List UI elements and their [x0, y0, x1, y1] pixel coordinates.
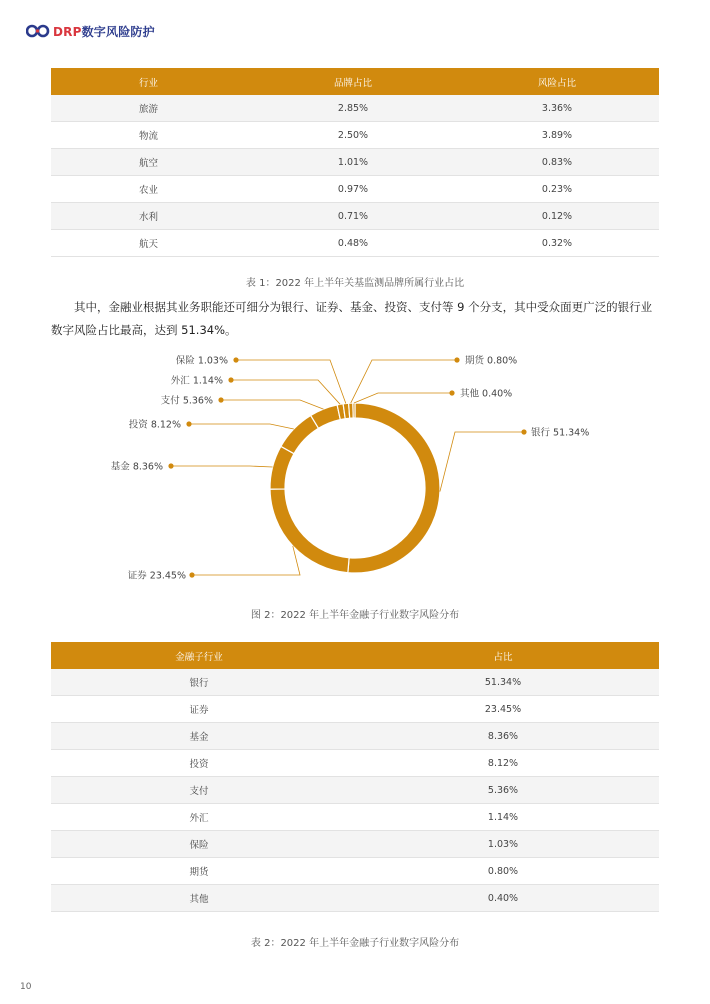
- leader-line-证券: [192, 546, 300, 575]
- table-row: [51, 95, 659, 122]
- cell-industry: 航天: [51, 230, 251, 257]
- cell-subindustry: 外汇: [51, 804, 347, 831]
- cell-industry: 农业: [51, 176, 251, 203]
- table-row: [51, 230, 659, 257]
- table-row: [51, 750, 659, 777]
- cell-share: 51.34%: [347, 669, 659, 696]
- leader-line-银行: [440, 432, 524, 492]
- cell-risk-share: 3.89%: [455, 122, 659, 149]
- cell-subindustry: 银行: [51, 669, 347, 696]
- cell-industry: 水利: [51, 203, 251, 230]
- table-row: [51, 885, 659, 912]
- cell-share: 5.36%: [347, 777, 659, 804]
- table-row: [51, 831, 659, 858]
- cell-industry: 航空: [51, 149, 251, 176]
- slice-label-外汇: 外汇 1.14%: [170, 375, 223, 387]
- cell-brand-share: 0.97%: [251, 176, 455, 203]
- cell-subindustry: 证券: [51, 696, 347, 723]
- table1-caption: 表 1：2022 年上半年关基监测品牌所属行业占比: [245, 278, 465, 289]
- cell-subindustry: 期货: [51, 858, 347, 885]
- table-row: [51, 777, 659, 804]
- cell-share: 1.03%: [347, 831, 659, 858]
- slice-label-证券: 证券 23.45%: [127, 570, 186, 582]
- slice-label-投资: 投资 8.12%: [128, 419, 181, 431]
- page-number: 10: [20, 982, 32, 992]
- finance-subindustry-table: [51, 642, 659, 912]
- logo: [26, 22, 155, 40]
- table-row: [51, 149, 659, 176]
- finance-risk-donut-chart: [0, 345, 710, 595]
- body-paragraph: 其中，金融业根据其业务职能还可细分为银行、证券、基金、投资、支付等 9 个分支，其中受众面更广泛的银行业数字风险占比最高，达到 51.34%。: [51, 300, 653, 337]
- cell-share: 0.40%: [347, 885, 659, 912]
- table2-caption: 表 2：2022 年上半年金融子行业数字风险分布: [250, 938, 460, 949]
- drp-logo-icon: [26, 24, 50, 38]
- leader-line-基金: [171, 466, 273, 467]
- cell-brand-share: 0.71%: [251, 203, 455, 230]
- cell-risk-share: 0.12%: [455, 203, 659, 230]
- leader-line-支付: [221, 400, 323, 409]
- leader-line-保险: [236, 360, 346, 403]
- donut-slice-其他: [353, 403, 355, 418]
- column-header-risk-share: 风险占比: [455, 68, 659, 95]
- table-row: [51, 804, 659, 831]
- logo-title: 数字风险防护: [81, 24, 155, 39]
- donut-slices: [270, 403, 440, 573]
- label-dot-其他: [449, 390, 454, 395]
- cell-subindustry: 其他: [51, 885, 347, 912]
- label-dot-保险: [233, 357, 238, 362]
- label-dot-期货: [454, 357, 459, 362]
- table-row: [51, 858, 659, 885]
- cell-share: 8.36%: [347, 723, 659, 750]
- label-dot-支付: [218, 397, 223, 402]
- label-dot-银行: [521, 429, 526, 434]
- column-header-share: 占比: [347, 642, 659, 669]
- cell-subindustry: 基金: [51, 723, 347, 750]
- table-row: [51, 176, 659, 203]
- table-row: [51, 669, 659, 696]
- cell-risk-share: 0.23%: [455, 176, 659, 203]
- cell-risk-share: 3.36%: [455, 95, 659, 122]
- leader-line-期货: [351, 360, 457, 403]
- cell-risk-share: 0.32%: [455, 230, 659, 257]
- cell-brand-share: 0.48%: [251, 230, 455, 257]
- label-dot-投资: [186, 421, 191, 426]
- slice-label-期货: 期货 0.80%: [465, 355, 518, 367]
- cell-subindustry: 支付: [51, 777, 347, 804]
- donut-slice-投资: [281, 415, 319, 453]
- cell-risk-share: 0.83%: [455, 149, 659, 176]
- label-dot-证券: [189, 572, 194, 577]
- table-header-row: [51, 68, 659, 95]
- table-row: [51, 203, 659, 230]
- cell-industry: 旅游: [51, 95, 251, 122]
- donut-slice-基金: [270, 446, 294, 489]
- leader-line-外汇: [231, 380, 340, 404]
- cell-subindustry: 投资: [51, 750, 347, 777]
- column-header-subindustry: 金融子行业: [51, 642, 347, 669]
- industry-share-table: [51, 68, 659, 257]
- leader-line-投资: [189, 424, 294, 429]
- leader-line-其他: [354, 393, 452, 403]
- cell-share: 23.45%: [347, 696, 659, 723]
- cell-brand-share: 1.01%: [251, 149, 455, 176]
- donut-slice-证券: [270, 489, 349, 573]
- label-dot-基金: [168, 463, 173, 468]
- slice-labels: [111, 355, 589, 582]
- table-row: [51, 723, 659, 750]
- column-header-brand-share: 品牌占比: [251, 68, 455, 95]
- slice-label-其他: 其他 0.40%: [460, 388, 513, 400]
- cell-share: 8.12%: [347, 750, 659, 777]
- table-row: [51, 122, 659, 149]
- logo-text: [53, 23, 155, 40]
- cell-share: 0.80%: [347, 858, 659, 885]
- table-row: [51, 696, 659, 723]
- cell-subindustry: 保险: [51, 831, 347, 858]
- slice-label-银行: 银行 51.34%: [531, 427, 590, 439]
- cell-brand-share: 2.85%: [251, 95, 455, 122]
- slice-label-基金: 基金 8.36%: [110, 461, 163, 473]
- label-dot-外汇: [228, 377, 233, 382]
- cell-industry: 物流: [51, 122, 251, 149]
- slice-label-支付: 支付 5.36%: [160, 395, 213, 407]
- donut-slice-银行: [348, 403, 440, 573]
- slice-label-保险: 保险 1.03%: [175, 355, 228, 367]
- figure-caption: 图 2：2022 年上半年金融子行业数字风险分布: [250, 610, 460, 621]
- cell-share: 1.14%: [347, 804, 659, 831]
- column-header-industry: 行业: [51, 68, 251, 95]
- logo-prefix: DRP: [53, 24, 82, 39]
- table-header-row: [51, 642, 659, 669]
- cell-brand-share: 2.50%: [251, 122, 455, 149]
